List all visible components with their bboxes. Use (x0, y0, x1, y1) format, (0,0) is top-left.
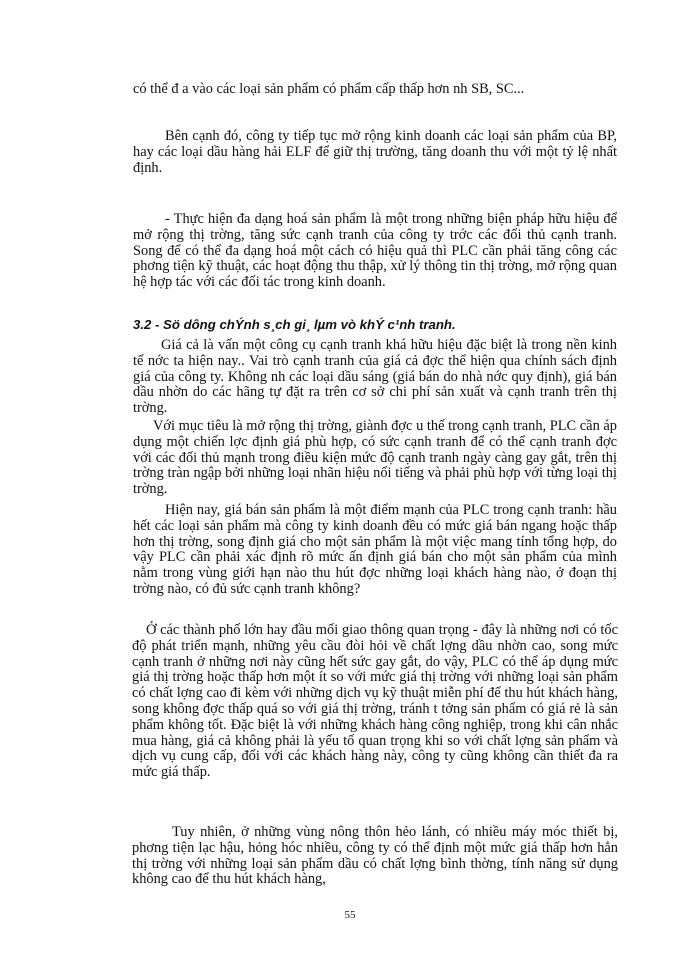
section-heading: 3.2 - Sö dông chÝnh s¸ch gi¸ lµm vò khÝ c¹nh tranh. (133, 317, 456, 332)
paragraph-continuation: có thể đ a vào các loại sản phẩm có phẩm cấp thấp hơn nh SB, SC... (133, 81, 525, 97)
paragraph-market-goal: Với mục tiêu là mở rộng thị trờng, giành đợc u thế trong cạnh tranh, PLC cần áp dụng một chiến lợc định giá phù hợp, có sức cạnh tranh để có thể cạnh tranh đợc với các đối thủ mạnh trong điều kiện mức độ cạnh tranh ngày càng gay gắt, trên thị trờng tràn ngập bởi những loại nhãn hiệu nổi tiếng và phải phù hợp với từng loại thị trờng. (133, 418, 617, 498)
paragraph-big-cities: Ở các thành phố lớn hay đầu mối giao thông quan trọng - đây là những nơi có tốc độ phát triển mạnh, những yêu cầu đòi hỏi về chất lợng dầu nhờn cao, song mức cạnh tranh ở những nơi này cũng hết sức gay gắt, do vậy, PLC có thể áp dụng mức giá thị trờng hoặc thấp hơn một ít so với mức giá thị trờng với những loại sản phẩm có chất lợng cao đi kèm với những dịch vụ kỹ thuật miễn phí để thu hút khách hàng, song không đợc thấp quá so với giá thị trờng, tránh t tởng sản phẩm có giá rẻ là sản phẩm không tốt. Đặc biệt là với những khách hàng công nghiệp, trong khi cân nhắc mua hàng, giá cả không phải là yếu tố quan trọng khi so với chất lợng sản phẩm và dịch vụ cung cấp, đối với các khách hàng này, công ty cũng không cần thiết đa ra mức giá thấp. (132, 622, 618, 781)
paragraph-price-strength: Hiện nay, giá bán sản phẩm là một điểm mạnh của PLC trong cạnh tranh: hầu hết các loại sản phẩm mà công ty kinh doanh đều có mức giá bán ngang hoặc thấp hơn thị trờng, song định giá cho một sản phẩm là một việc mang tính tổng hợp, do vậy PLC cần phải xác định rõ mức ấn định giá bán cho một sản phẩm của mình nằm trong vùng giới hạn nào thu hút đợc những loại khách hàng nào, ở đoạn thị trờng nào, có đủ sức cạnh tranh không? (133, 502, 617, 597)
paragraph-price-tool: Giá cả là vấn một công cụ cạnh tranh khá hữu hiệu đặc biệt là trong nền kinh tế nớc ta hiện nay.. Vai trò cạnh tranh của giá cả đợc thể hiện qua chính sách định giá của công ty. Không nh các loại dầu sáng (giá bán do nhà nớc quy định), giá bán dầu nhờn do các hãng tự đặt ra trên cơ sở chi phí sản xuất và cạnh tranh trên thị trờng. (133, 337, 617, 417)
paragraph-diversification: - Thực hiện đa dạng hoá sản phẩm là một trong những biện pháp hữu hiệu để mở rộng thị trờng, tăng sức cạnh tranh của công ty trớc các đối thủ cạnh tranh. Song để có thể đa dạng hoá một cách có hiệu quả thì PLC cần phải tăng công các phơng tiện kỹ thuật, các hoạt động thu thập, xử lý thông tin thị trờng, mở rộng quan hệ hợp tác với các đối tác trong kinh doanh. (133, 211, 617, 291)
paragraph-rural-areas: Tuy nhiên, ở những vùng nông thôn hẻo lánh, có nhiều máy móc thiết bị, phơng tiện lạc hậu, hỏng hóc nhiều, công ty có thể định một mức giá thấp hơn hẳn thị trờng với những loại sản phẩm dầu có chất lợng bình thờng, tính năng sử dụng không cao để thu hút khách hàng, (132, 824, 618, 888)
paragraph-bp-elf: Bên cạnh đó, công ty tiếp tục mở rộng kinh doanh các loại sản phẩm của BP, hay các loại dầu hàng hải ELF để giữ thị trường, tăng doanh thu với một tỷ lệ nhất định. (133, 128, 617, 176)
page-number: 55 (344, 909, 356, 921)
